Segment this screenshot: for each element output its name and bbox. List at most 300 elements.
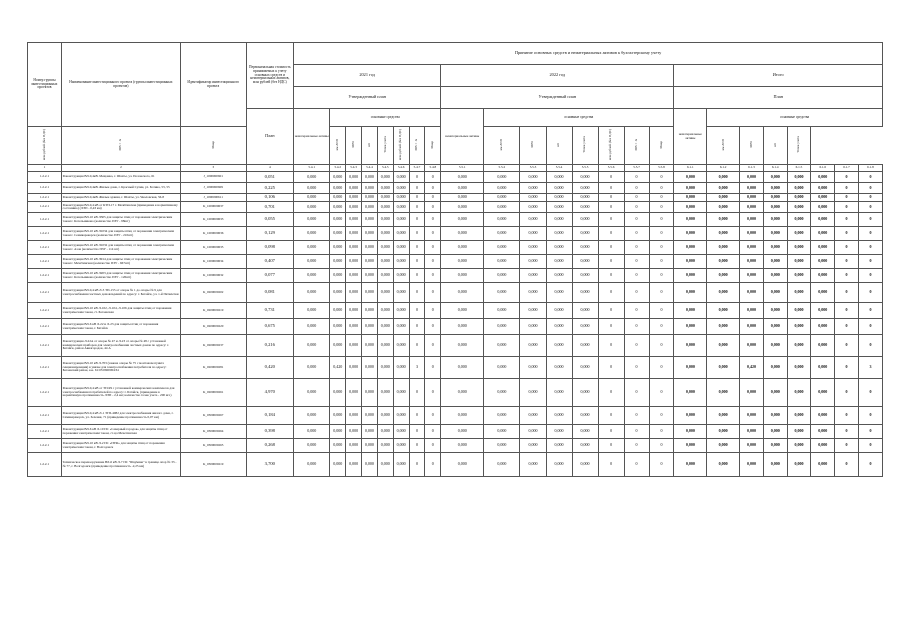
value-2022-cell: 0 — [598, 172, 624, 183]
value-total-cell: 0,000 — [707, 269, 740, 283]
value-2022-cell: 0,000 — [520, 319, 546, 335]
column-number: 6.1.8 — [858, 165, 882, 172]
value-total-cell: 0,420 — [740, 357, 764, 379]
value-2021-cell: 0,000 — [294, 255, 330, 269]
value-2022-cell: 0,000 — [484, 194, 520, 202]
value-2021-cell: 0,000 — [294, 439, 330, 453]
value-total-cell: 0,000 — [740, 255, 764, 269]
value-total-cell: 3 — [858, 357, 882, 379]
value-total-cell: 0 — [835, 227, 859, 241]
project-name-cell: Реконструкция ВЛ-0,4 кВ от ТП-99 с установкой коммерческих комплексов для электроснабжения потребителей по адресу: г. Батайск, (приведение в нормативную протяженность ЛЭП - 2,4 км; количество точек учета - 200 шт.) — [61, 379, 180, 407]
value-2022-cell: 0,000 — [572, 269, 598, 283]
value-total-cell: 0 — [835, 335, 859, 357]
value-2021-cell: 0,000 — [393, 255, 409, 269]
value-2022-cell: 0,000 — [441, 379, 484, 407]
value-2022-cell: 0 — [649, 241, 674, 255]
value-2022-cell: 0,000 — [572, 303, 598, 319]
value-2022-cell: 0,000 — [572, 213, 598, 227]
value-2022-cell: 0,000 — [546, 183, 572, 194]
value-total-cell: 0,000 — [787, 241, 811, 255]
value-2021-cell: 0 — [425, 335, 441, 357]
header-plan-total: План — [674, 87, 883, 109]
value-total-cell: 0 — [835, 202, 859, 213]
value-2022-cell: 0,000 — [546, 303, 572, 319]
header-total: Итого — [674, 65, 883, 87]
value-2022-cell: 0 — [598, 183, 624, 194]
header-col-rub: млн рублей (без НДС) — [398, 129, 403, 161]
value-2021-cell: 0 — [425, 172, 441, 183]
value-2021-cell: 0 — [409, 425, 425, 439]
project-name-cell: Реконструкция ВЛ-0,4кВ. Мещанка, г. Шахты, ул. Полонского, 61 — [61, 172, 180, 183]
value-2021-cell: 0,000 — [294, 202, 330, 213]
value-2022-cell: 0,000 — [484, 202, 520, 213]
project-name-cell: Реконструкция ВЛ-0,4 кВ Л-1 ЗТП-4082 для электроснабжения жилого дома, г. Семикаракорск, ул. Зеленая, 71 (приведение протяженность 0,07 км) — [61, 407, 180, 425]
header-col-mvar: Мвар — [210, 140, 215, 149]
header-fixed-2021: основные средства — [330, 109, 441, 127]
value-total-cell: 0,000 — [707, 241, 740, 255]
value-2022-cell: 0 — [598, 453, 624, 477]
value-total-cell: 0,000 — [707, 407, 740, 425]
value-total-cell: 0 — [858, 227, 882, 241]
value-2022-cell: 0 — [624, 439, 649, 453]
value-total-cell: 0,000 — [707, 319, 740, 335]
header-col-points: Точек учета — [796, 136, 801, 154]
value-2022-cell: 0 — [649, 357, 674, 379]
value-2021-cell: 0,420 — [330, 357, 346, 379]
group-number-cell: 1.2.2.1 — [28, 194, 62, 202]
value-2021-cell: 0,000 — [377, 213, 393, 227]
value-2021-cell: 0,000 — [294, 407, 330, 425]
value-2022-cell: 0,000 — [546, 227, 572, 241]
value-total-cell: 0,000 — [707, 202, 740, 213]
value-total-cell: 0,000 — [674, 379, 707, 407]
value-total-cell: 0,000 — [674, 241, 707, 255]
value-2022-cell: 0 — [649, 213, 674, 227]
value-2022-cell: 0,000 — [441, 357, 484, 379]
value-2022-cell: 0 — [649, 269, 674, 283]
value-2021-cell: 0,000 — [393, 319, 409, 335]
project-id-cell: J_1000000609 — [180, 183, 246, 194]
value-total-cell: 0,000 — [763, 439, 787, 453]
value-2021-cell: 0 — [425, 241, 441, 255]
column-number: 1 — [28, 165, 62, 172]
value-total-cell: 0,000 — [787, 439, 811, 453]
value-2022-cell: 0,000 — [572, 241, 598, 255]
table-row — [28, 335, 883, 357]
value-total-cell: 0 — [858, 172, 882, 183]
value-2021-cell: 0,000 — [330, 303, 346, 319]
project-id-cell: K_0200000261 — [180, 379, 246, 407]
column-number: 5.5.4 — [546, 165, 572, 172]
value-2021-cell: 0,000 — [377, 357, 393, 379]
value-total-cell: 0,000 — [740, 241, 764, 255]
value-2021-cell: 0 — [409, 283, 425, 303]
value-total-cell: 0,000 — [740, 202, 764, 213]
value-2022-cell: 0 — [649, 439, 674, 453]
project-id-cell: K_1000000635 — [180, 241, 246, 255]
project-id-cell: K_1000000632 — [180, 269, 246, 283]
header-cost: Первоначальная стоимость принимаемых к учету основных средств и нематериальных активов, млн рублей (без НДС) — [246, 43, 294, 109]
column-number: 5.5.3 — [520, 165, 546, 172]
column-number: 5.4.7 — [409, 165, 425, 172]
value-2022-cell: 0 — [624, 407, 649, 425]
value-2022-cell: 0 — [598, 213, 624, 227]
value-2021-cell: 0,000 — [330, 425, 346, 439]
table-row — [28, 407, 883, 425]
group-number-cell: 1.2.2.1 — [28, 227, 62, 241]
project-id-cell: K_0200000220 — [180, 319, 246, 335]
value-2021-cell: 0,000 — [330, 213, 346, 227]
value-2021-cell: 0,000 — [362, 172, 378, 183]
header-col-mva: МВ×А — [633, 139, 638, 151]
header-group-number: Номер группы инвестиционных проектов — [28, 43, 62, 127]
header-col-mvar: Мвар — [430, 140, 435, 149]
value-total-cell: 0,000 — [707, 183, 740, 194]
value-2021-cell: 0,000 — [330, 335, 346, 357]
value-2022-cell: 0 — [598, 255, 624, 269]
value-2022-cell: 0 — [624, 255, 649, 269]
header-col-mva: МВ×А — [118, 139, 123, 151]
value-2022-cell: 0,000 — [484, 255, 520, 269]
value-2021-cell: 0,000 — [346, 172, 362, 183]
value-2021-cell: 0 — [409, 194, 425, 202]
project-name-cell: Реконструкция ВЛ-10 кВ Л1034 для защиты птиц от поражения электрическим током г. Семикаракорск (количество ПЗУ - 210шт) — [61, 227, 180, 241]
value-2022-cell: 0 — [624, 241, 649, 255]
value-2022-cell: 0,000 — [484, 319, 520, 335]
header-acceptance: Принятие основных средств и нематериальных активов к бухгалтерскому учету — [294, 43, 883, 65]
value-2022-cell: 0,000 — [441, 183, 484, 194]
value-total-cell: 0 — [835, 183, 859, 194]
value-total-cell: 0,000 — [787, 172, 811, 183]
value-total-cell: 0,000 — [674, 227, 707, 241]
value-2022-cell: 0 — [649, 172, 674, 183]
value-2021-cell: 0,000 — [294, 269, 330, 283]
value-total-cell: 0,000 — [811, 213, 835, 227]
value-total-cell: 0,000 — [811, 183, 835, 194]
value-total-cell: 0,000 — [707, 439, 740, 453]
value-2022-cell: 0,000 — [441, 172, 484, 183]
value-2021-cell: 0,000 — [346, 303, 362, 319]
value-total-cell: 0,000 — [763, 319, 787, 335]
value-2021-cell: 0,000 — [346, 283, 362, 303]
value-2021-cell: 0,000 — [362, 379, 378, 407]
value-2021-cell: 0,000 — [377, 269, 393, 283]
value-2021-cell: 0,000 — [377, 425, 393, 439]
value-2022-cell: 0,000 — [441, 425, 484, 439]
value-total-cell: 0,000 — [787, 335, 811, 357]
column-number: 6.1.2 — [707, 165, 740, 172]
plan-cost-cell: 0,184 — [246, 407, 294, 425]
column-number: 6.1.7 — [835, 165, 859, 172]
table-row — [28, 255, 883, 269]
value-2021-cell: 0,000 — [393, 241, 409, 255]
value-total-cell: 0,000 — [707, 172, 740, 183]
value-2022-cell: 0,000 — [441, 269, 484, 283]
header-col-rub: млн рублей (без НДС) — [41, 129, 46, 161]
project-name-cell: Реконструкция ВЛ-0,4кВ. Жилые здания, г. Шахты, ул. Чкаловская, 56-8 — [61, 194, 180, 202]
value-2022-cell: 0,000 — [484, 183, 520, 194]
value-2021-cell: 0,000 — [393, 407, 409, 425]
value-2021-cell: 0,000 — [362, 269, 378, 283]
value-2021-cell: 0,000 — [346, 194, 362, 202]
value-2022-cell: 0 — [649, 453, 674, 477]
value-2022-cell: 0 — [598, 202, 624, 213]
value-2022-cell: 0,000 — [484, 241, 520, 255]
column-number: 5.4.1 — [294, 165, 330, 172]
value-2022-cell: 0 — [624, 303, 649, 319]
value-total-cell: 0,000 — [787, 357, 811, 379]
value-2021-cell: 0 — [409, 269, 425, 283]
value-total-cell: 0,000 — [763, 172, 787, 183]
value-total-cell: 0,000 — [707, 453, 740, 477]
value-2021-cell: 0,000 — [393, 213, 409, 227]
value-total-cell: 0 — [858, 194, 882, 202]
plan-cost-cell: 0,081 — [246, 283, 294, 303]
value-2022-cell: 0 — [624, 357, 649, 379]
group-number-cell: 1.2.2.1 — [28, 172, 62, 183]
header-col-sht: шт — [556, 142, 561, 147]
group-number-cell: 1.2.2.1 — [28, 202, 62, 213]
value-total-cell: 0,000 — [763, 283, 787, 303]
value-2021-cell: 0,000 — [330, 241, 346, 255]
value-2021-cell: 0,000 — [330, 183, 346, 194]
value-total-cell: 0,000 — [707, 227, 740, 241]
plan-cost-cell: 0,055 — [246, 213, 294, 227]
value-2022-cell: 0,000 — [441, 439, 484, 453]
value-2021-cell: 0 — [425, 213, 441, 227]
value-2021-cell: 0,000 — [330, 194, 346, 202]
value-2021-cell: 0,000 — [346, 335, 362, 357]
value-2021-cell: 0,000 — [346, 453, 362, 477]
value-2021-cell: 0,000 — [377, 319, 393, 335]
value-2021-cell: 0 — [409, 379, 425, 407]
value-2021-cell: 0,000 — [362, 202, 378, 213]
value-total-cell: 0 — [858, 213, 882, 227]
value-total-cell: 0 — [835, 213, 859, 227]
value-2022-cell: 0,000 — [441, 227, 484, 241]
column-number: 5.4.6 — [393, 165, 409, 172]
value-total-cell: 0 — [835, 357, 859, 379]
value-2021-cell: 0,000 — [377, 202, 393, 213]
value-total-cell: 0,000 — [674, 453, 707, 477]
value-total-cell: 0,000 — [787, 303, 811, 319]
group-number-cell: 1.2.2.1 — [28, 319, 62, 335]
header-col-points: Точек учета — [582, 136, 587, 154]
table-row — [28, 213, 883, 227]
value-2022-cell: 0,000 — [546, 202, 572, 213]
project-name-cell: Реконструкция ВЛ-10 кВ Л914 для защиты птиц от поражения электрическим током г. Мечётинская (количество ПЗУ - 667шт) — [61, 255, 180, 269]
header-intangible-2022: нематериальные активы — [441, 109, 484, 165]
table-row — [28, 357, 883, 379]
value-total-cell: 0,000 — [763, 453, 787, 477]
header-cost-plan: План — [246, 109, 294, 165]
value-2022-cell: 0,000 — [520, 335, 546, 357]
value-total-cell: 0,000 — [674, 357, 707, 379]
header-col-rub: млн рублей (без НДС) — [608, 129, 613, 161]
value-2021-cell: 0,000 — [393, 453, 409, 477]
value-2022-cell: 0,000 — [484, 453, 520, 477]
value-total-cell: 0,000 — [740, 194, 764, 202]
value-total-cell: 0 — [835, 407, 859, 425]
value-total-cell: 0,000 — [763, 379, 787, 407]
value-2022-cell: 0,000 — [546, 439, 572, 453]
value-total-cell: 0,000 — [763, 255, 787, 269]
value-2022-cell: 0 — [624, 453, 649, 477]
value-2022-cell: 0 — [649, 202, 674, 213]
table-row — [28, 172, 883, 183]
value-2021-cell: 0,000 — [346, 213, 362, 227]
value-2021-cell: 0,000 — [330, 172, 346, 183]
header-col-km: км ЛЭП — [720, 139, 725, 151]
table-row — [28, 183, 883, 194]
value-total-cell: 0,000 — [787, 269, 811, 283]
value-2022-cell: 0,000 — [520, 255, 546, 269]
column-number: 5.4.4 — [362, 165, 378, 172]
value-2022-cell: 0,000 — [441, 255, 484, 269]
value-2021-cell: 0,000 — [362, 255, 378, 269]
value-2021-cell: 0,000 — [294, 303, 330, 319]
value-2021-cell: 0,000 — [294, 213, 330, 227]
value-total-cell: 0 — [835, 283, 859, 303]
value-2022-cell: 0,000 — [572, 202, 598, 213]
value-2022-cell: 0 — [649, 255, 674, 269]
value-2022-cell: 0,000 — [441, 194, 484, 202]
group-number-cell: 1.2.2.1 — [28, 269, 62, 283]
value-2022-cell: 0 — [598, 269, 624, 283]
value-2021-cell: 0,000 — [377, 453, 393, 477]
value-2021-cell: 0,000 — [362, 319, 378, 335]
table-row — [28, 303, 883, 319]
value-2021-cell: 0,000 — [330, 202, 346, 213]
project-name-cell: Реконструкция ВЛ-0,4 кВ от КТП-17 г. Мечётинская (приведение к нормативному состоянию) (ЛЭП - 0,43 км) — [61, 202, 180, 213]
value-total-cell: 0,000 — [674, 319, 707, 335]
value-2021-cell: 0 — [425, 194, 441, 202]
value-total-cell: 0,000 — [740, 227, 764, 241]
value-2022-cell: 0,000 — [441, 407, 484, 425]
value-total-cell: 0,000 — [763, 227, 787, 241]
value-total-cell: 0,000 — [707, 379, 740, 407]
header-year-2022: 2022 год — [441, 65, 674, 87]
value-total-cell: 0,000 — [707, 194, 740, 202]
value-2022-cell: 0 — [624, 425, 649, 439]
plan-cost-cell: 0,701 — [246, 202, 294, 213]
value-total-cell: 0,000 — [763, 303, 787, 319]
value-2021-cell: 0 — [425, 255, 441, 269]
value-2022-cell: 0,000 — [484, 357, 520, 379]
value-2021-cell: 0,000 — [330, 227, 346, 241]
column-number: 6.1.4 — [763, 165, 787, 172]
value-total-cell: 0,000 — [787, 379, 811, 407]
column-number: 3 — [180, 165, 246, 172]
value-2021-cell: 0,000 — [330, 439, 346, 453]
plan-cost-cell: 3,700 — [246, 453, 294, 477]
value-2022-cell: 0,000 — [520, 202, 546, 213]
value-2021-cell: 0,000 — [346, 183, 362, 194]
value-2022-cell: 0,000 — [572, 194, 598, 202]
value-total-cell: 0,000 — [787, 183, 811, 194]
value-2022-cell: 0,000 — [484, 269, 520, 283]
value-total-cell: 0,000 — [707, 425, 740, 439]
value-2022-cell: 0 — [649, 194, 674, 202]
value-2022-cell: 0,000 — [484, 379, 520, 407]
value-2021-cell: 0,000 — [346, 439, 362, 453]
value-2022-cell: 0,000 — [441, 335, 484, 357]
value-2021-cell: 0,000 — [393, 439, 409, 453]
value-total-cell: 0,000 — [787, 202, 811, 213]
value-2021-cell: 0,000 — [393, 194, 409, 202]
value-2021-cell: 0,000 — [294, 453, 330, 477]
column-number: 5.5.7 — [624, 165, 649, 172]
project-id-cell: J_1000000611 — [180, 194, 246, 202]
value-total-cell: 0,000 — [763, 213, 787, 227]
investment-table — [27, 42, 883, 477]
value-total-cell: 0 — [858, 241, 882, 255]
header-col-points: Точек учета — [382, 136, 387, 154]
value-2022-cell: 0 — [649, 335, 674, 357]
value-total-cell: 0,000 — [674, 269, 707, 283]
value-2022-cell: 0,000 — [572, 319, 598, 335]
column-number: 6.1.3 — [740, 165, 764, 172]
group-number-cell: 1.2.2.1 — [28, 303, 62, 319]
value-2021-cell: 0,000 — [393, 283, 409, 303]
value-total-cell: 0 — [835, 194, 859, 202]
value-2021-cell: 0 — [409, 335, 425, 357]
project-name-cell: Реконструкция ВЛ-10 кВ Л203 для защиты птиц от поражения электрическим током г. Котельниково (количество ПЗУ - 126шт) — [61, 269, 180, 283]
value-2021-cell: 0,000 — [294, 357, 330, 379]
value-2022-cell: 0,000 — [441, 202, 484, 213]
value-total-cell: 0,000 — [811, 407, 835, 425]
value-2021-cell: 0 — [425, 283, 441, 303]
value-2022-cell: 0,000 — [572, 335, 598, 357]
plan-cost-cell: 4,970 — [246, 379, 294, 407]
group-number-cell: 1.2.2.1 — [28, 439, 62, 453]
value-2021-cell: 0 — [409, 319, 425, 335]
plan-cost-cell: 0,407 — [246, 255, 294, 269]
value-2021-cell: 0,000 — [294, 319, 330, 335]
value-2022-cell: 0,000 — [572, 183, 598, 194]
value-total-cell: 0 — [858, 379, 882, 407]
value-2022-cell: 0,000 — [484, 335, 520, 357]
value-2022-cell: 0,000 — [546, 172, 572, 183]
value-2021-cell: 0 — [425, 269, 441, 283]
value-2021-cell: 0 — [409, 213, 425, 227]
value-2021-cell: 0,000 — [377, 303, 393, 319]
value-2022-cell: 0 — [598, 194, 624, 202]
value-2021-cell: 0,000 — [346, 241, 362, 255]
value-2022-cell: 0,000 — [520, 303, 546, 319]
value-2021-cell: 0,000 — [393, 425, 409, 439]
table-row — [28, 379, 883, 407]
value-total-cell: 0,000 — [674, 194, 707, 202]
value-total-cell: 0,000 — [811, 269, 835, 283]
value-total-cell: 0,000 — [674, 407, 707, 425]
value-2022-cell: 0 — [598, 283, 624, 303]
value-2021-cell: 0,000 — [362, 425, 378, 439]
project-id-cell: K_0200000219 — [180, 303, 246, 319]
value-total-cell: 0,000 — [811, 227, 835, 241]
value-2021-cell: 0 — [425, 439, 441, 453]
value-2022-cell: 0 — [598, 439, 624, 453]
table-row — [28, 269, 883, 283]
value-2022-cell: 0,000 — [520, 269, 546, 283]
value-total-cell: 0,000 — [707, 255, 740, 269]
group-number-cell: 1.2.2.1 — [28, 379, 62, 407]
value-2021-cell: 0,000 — [393, 183, 409, 194]
value-total-cell: 0 — [858, 183, 882, 194]
plan-cost-cell: 0,077 — [246, 269, 294, 283]
value-2021-cell: 0,000 — [377, 227, 393, 241]
value-2022-cell: 0,000 — [546, 213, 572, 227]
